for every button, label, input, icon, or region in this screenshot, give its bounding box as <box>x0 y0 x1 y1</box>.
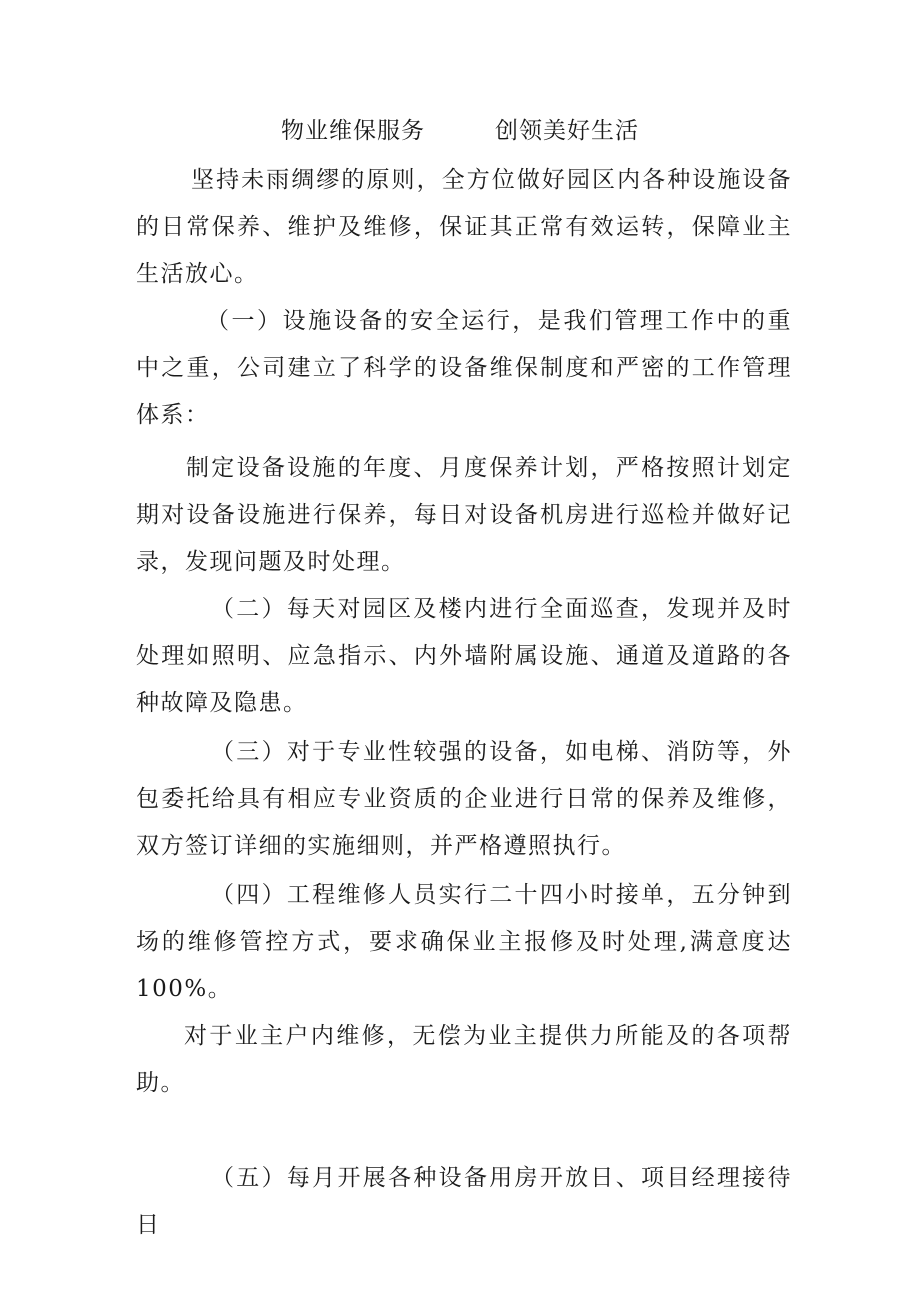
document-title <box>0 114 920 148</box>
paragraph-intro: 坚持未雨绸缪的原则，全方位做好园区内各种设施设备的日常保养、维护及维修，保证其正常有效运转，保障业主生活放心。 <box>136 167 792 287</box>
paragraph-section-3: （三）对于专业性较强的设备，如电梯、消防等，外包委托给具有相应专业资质的企业进行日常的保养及维修，双方签订详细的实施细则，并严格遵照执行。 <box>136 739 792 859</box>
paragraph-in-home-repair: 对于业主户内维修，无偿为业主提供力所能及的各项帮助。 <box>136 1023 792 1096</box>
paragraph-section-2: （二）每天对园区及楼内进行全面巡查，发现并及时处理如照明、应急指示、内外墙附属设施、通道及道路的各种故障及隐患。 <box>136 596 792 716</box>
paragraph-section-5: （五）每月开展各种设备用房开放日、项目经理接待日 <box>136 1165 792 1238</box>
paragraph-section-4: （四）工程维修人员实行二十四小时接单，五分钟到场的维修管控方式，要求确保业主报修及时处理,满意度达100%。 <box>136 882 792 1002</box>
paragraph-maintenance-plan: 制定设备设施的年度、月度保养计划，严格按照计划定期对设备设施进行保养，每日对设备机房进行巡检并做好记录，发现问题及时处理。 <box>136 455 792 575</box>
title-part-2: 创领美好生活 <box>495 118 639 144</box>
paragraph-section-1: （一）设施设备的安全运行，是我们管理工作中的重中之重，公司建立了科学的设备维保制度和严密的工作管理体系： <box>136 308 792 428</box>
title-part-1: 物业维保服务 <box>281 118 425 144</box>
